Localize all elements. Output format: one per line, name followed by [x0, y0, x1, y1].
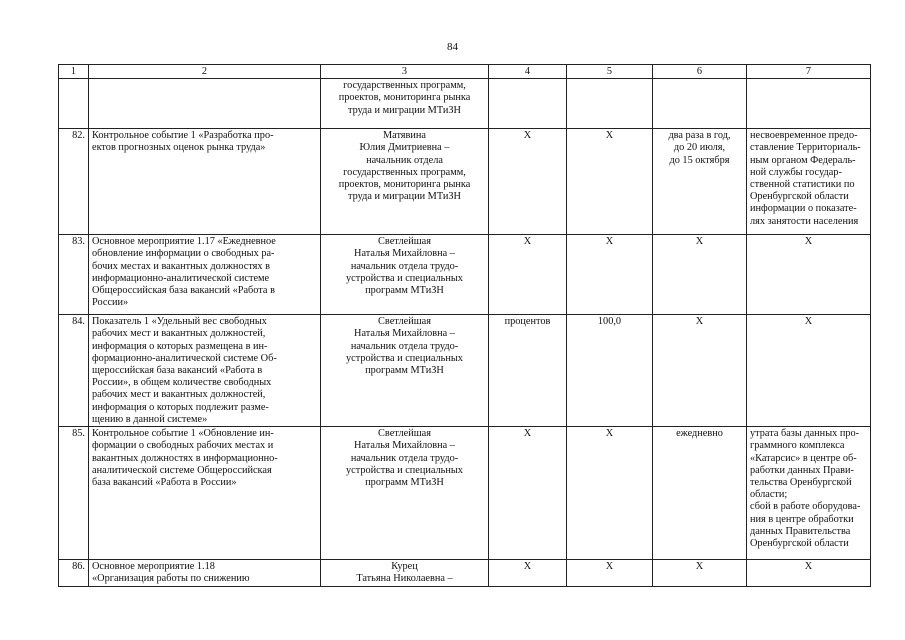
- risk-cell: X: [747, 315, 871, 427]
- table-row: [59, 129, 871, 235]
- responsible-person: Матявина Юлия Дмитриевна – начальник отдела государственных программ, проектов, мониторинга рынка труда и миграции МТиЗН: [321, 129, 489, 235]
- page-number: 84: [447, 41, 458, 53]
- row-number: 84.: [59, 315, 89, 427]
- risk-cell: утрата базы данных про- граммного комплекса «Катарсис» в центре об- работки данных Прави- тельства Оренбургской области; сбой в работе оборудова- ния в центре обработки данных Правительства Оренбургской области: [747, 427, 871, 560]
- period-cell: два раза в год, до 20 июля, до 15 октября: [653, 129, 747, 235]
- column-header: 3: [321, 65, 489, 79]
- risk-cell: [747, 79, 871, 129]
- column-header: 6: [653, 65, 747, 79]
- unit-cell: [489, 79, 567, 129]
- column-header: 2: [89, 65, 321, 79]
- activity-name: Основное мероприятие 1.17 «Ежедневное обновление информации о свободных ра- бочих местах и вакантных должностях в информационно-аналитической системе Общероссийская база вакансий «Работа в России»: [89, 235, 321, 315]
- table-header-row: [59, 65, 871, 79]
- unit-cell: X: [489, 560, 567, 586]
- value-cell: 100,0: [567, 315, 653, 427]
- value-cell: X: [567, 427, 653, 560]
- activity-name: Контрольное событие 1 «Обновление ин- формации о свободных рабочих местах и вакантных должностях в информационно- аналитической системе Общероссийская база вакансий «Работа в России»: [89, 427, 321, 560]
- responsible-person: Светлейшая Наталья Михайловна – начальник отдела трудо- устройства и специальных программ МТиЗН: [321, 235, 489, 315]
- table-row: [59, 79, 871, 129]
- column-header: 4: [489, 65, 567, 79]
- column-header: 5: [567, 65, 653, 79]
- column-header: 1: [59, 65, 89, 79]
- period-cell: [653, 79, 747, 129]
- unit-cell: процентов: [489, 315, 567, 427]
- period-cell: X: [653, 560, 747, 586]
- table-row: [59, 315, 871, 427]
- risk-cell: X: [747, 235, 871, 315]
- row-number: 82.: [59, 129, 89, 235]
- value-cell: X: [567, 560, 653, 586]
- responsible-person: Светлейшая Наталья Михайловна – начальник отдела трудо- устройства и специальных программ МТиЗН: [321, 427, 489, 560]
- risk-cell: X: [747, 560, 871, 586]
- responsible-person: государственных программ, проектов, мониторинга рынка труда и миграции МТиЗН: [321, 79, 489, 129]
- value-cell: X: [567, 235, 653, 315]
- activity-name: Основное мероприятие 1.18 «Организация работы по снижению: [89, 560, 321, 586]
- table-row: [59, 235, 871, 315]
- activity-name: Контрольное событие 1 «Разработка про- ектов прогнозных оценок рынка труда»: [89, 129, 321, 235]
- row-number: 86.: [59, 560, 89, 586]
- table-row: [59, 427, 871, 560]
- value-cell: [567, 79, 653, 129]
- responsible-person: Светлейшая Наталья Михайловна – начальник отдела трудо- устройства и специальных программ МТиЗН: [321, 315, 489, 427]
- period-cell: X: [653, 235, 747, 315]
- unit-cell: X: [489, 235, 567, 315]
- activity-name: [89, 79, 321, 129]
- risk-cell: несвоевременное предо- ставление Территориаль- ным органом Федераль- ной службы государ- ственной статистики по Оренбургской области информации о показате- лях занятости населения: [747, 129, 871, 235]
- plan-table: [58, 64, 871, 587]
- period-cell: X: [653, 315, 747, 427]
- row-number: 85.: [59, 427, 89, 560]
- responsible-person: Курец Татьяна Николаевна –: [321, 560, 489, 586]
- unit-cell: X: [489, 129, 567, 235]
- table-row: [59, 560, 871, 586]
- row-number: [59, 79, 89, 129]
- value-cell: X: [567, 129, 653, 235]
- unit-cell: X: [489, 427, 567, 560]
- column-header: 7: [747, 65, 871, 79]
- row-number: 83.: [59, 235, 89, 315]
- period-cell: ежедневно: [653, 427, 747, 560]
- activity-name: Показатель 1 «Удельный вес свободных рабочих мест и вакантных должностей, информация о которых размещена в ин- формационно-аналитической системе Об- щероссийская база вакансий «Работа в России», в общем количестве свободных рабочих мест и вакантных должностей, информация о которых подлежит разме- щению в данной системе»: [89, 315, 321, 427]
